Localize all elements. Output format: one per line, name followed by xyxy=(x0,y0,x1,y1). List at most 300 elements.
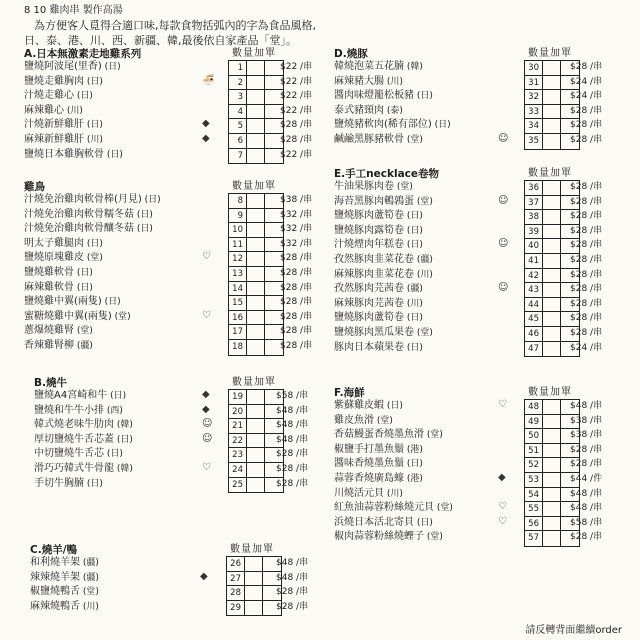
menu-item xyxy=(334,60,534,75)
item-name: 汁燒煙肉年糕卷 xyxy=(334,239,404,251)
quantity-header: 數量加單 xyxy=(232,181,276,192)
price-unit: /串 xyxy=(587,62,603,72)
price-unit: /串 xyxy=(587,401,603,411)
item-price: $48 xyxy=(570,503,588,514)
quantity-cell[interactable] xyxy=(247,448,265,462)
item-number: 55 xyxy=(525,502,543,516)
item-price: $28 xyxy=(570,196,588,207)
quantity-header: 數量加單 xyxy=(528,387,572,398)
quantity-header: 數量加單 xyxy=(230,544,274,555)
menu-item xyxy=(334,118,534,133)
item-name: 蜜糖燒雞中翼(兩隻) xyxy=(24,310,112,322)
item-style: (日) xyxy=(84,238,103,249)
item-style: (日) xyxy=(414,91,433,102)
quantity-cell[interactable] xyxy=(543,181,561,195)
order-row xyxy=(227,572,281,587)
price-unit: /串 xyxy=(297,209,313,220)
section-title: B.燒牛 xyxy=(34,377,67,389)
item-name: 麻辣新鮮雞肝 xyxy=(24,133,84,145)
item-number: 40 xyxy=(525,239,543,253)
quantity-cell[interactable] xyxy=(247,325,265,339)
order-grid xyxy=(228,193,284,356)
item-price: $24 xyxy=(570,76,588,87)
item-name: 鹽燒日本雞胸軟骨 xyxy=(24,148,104,160)
item-price: $22 xyxy=(280,76,298,87)
item-style: (堂) xyxy=(84,253,103,264)
item-name: 汁燒免治雞肉軟骨釀冬菇 xyxy=(24,223,134,235)
quantity-cell[interactable] xyxy=(543,254,561,268)
price-unit: /串 xyxy=(587,105,603,116)
item-style: (日) xyxy=(404,459,423,470)
item-number: 37 xyxy=(525,196,543,210)
order-row xyxy=(229,119,283,134)
item-number: 39 xyxy=(525,225,543,239)
item-price: $32 xyxy=(280,224,298,235)
item-name: 和利燒羊架 xyxy=(30,557,80,568)
item-price: $48 xyxy=(276,572,294,583)
quantity-cell[interactable] xyxy=(543,298,561,312)
quantity-cell[interactable] xyxy=(247,61,265,75)
quantity-header: 數量加單 xyxy=(528,48,572,59)
quantity-cell[interactable] xyxy=(543,502,561,516)
item-price: $28 xyxy=(570,120,588,131)
order-row xyxy=(229,478,283,493)
section-title: E.手工necklace卷物 xyxy=(334,168,439,180)
item-name: 川燒活元貝 xyxy=(334,487,384,499)
quantity-cell[interactable] xyxy=(543,415,561,429)
quantity-cell[interactable] xyxy=(247,267,265,281)
decoration-icon: ◆ xyxy=(202,403,210,415)
price-unit: /串 xyxy=(297,91,313,102)
item-price: $48 xyxy=(276,434,294,445)
item-number: 45 xyxy=(525,312,543,326)
quantity-cell[interactable] xyxy=(543,312,561,326)
price-column xyxy=(570,180,602,355)
decoration-icon: ☺ xyxy=(498,282,509,294)
item-number: 31 xyxy=(525,76,543,90)
order-row xyxy=(229,61,283,76)
item-price: $28 xyxy=(280,297,298,308)
price-unit: /串 xyxy=(297,253,313,264)
decoration-icon: 🍜 xyxy=(202,74,215,86)
decoration-icon: ◆ xyxy=(202,118,210,130)
price-unit: /串 xyxy=(293,587,309,598)
quantity-cell[interactable] xyxy=(543,283,561,297)
order-row xyxy=(229,463,283,478)
item-style: (港) xyxy=(404,473,423,484)
quantity-cell[interactable] xyxy=(543,517,561,531)
decoration-icon: ☺ xyxy=(202,418,213,430)
item-number: 14 xyxy=(229,282,247,296)
menu-item xyxy=(24,60,224,75)
price-unit: /串 xyxy=(297,267,313,278)
menu-item xyxy=(334,311,534,326)
quantity-cell[interactable] xyxy=(543,531,561,546)
item-price: $58 xyxy=(570,517,588,528)
item-style: (日) xyxy=(84,76,103,87)
item-name: 韓式燒老味牛肋肉 xyxy=(34,419,114,431)
item-price: $28 xyxy=(280,253,298,264)
item-price: $22 xyxy=(280,62,298,72)
item-number: 30 xyxy=(525,61,543,75)
item-number: 25 xyxy=(229,478,247,493)
item-number: 36 xyxy=(525,181,543,195)
quantity-cell[interactable] xyxy=(543,488,561,502)
item-style: (日) xyxy=(414,517,433,528)
menu-item xyxy=(34,389,234,404)
price-unit: /串 xyxy=(587,313,603,324)
item-number: 5 xyxy=(229,119,247,133)
menu-item xyxy=(334,297,534,312)
item-price: $28 xyxy=(280,120,298,131)
price-unit: /串 xyxy=(587,459,603,470)
price-unit: /串 xyxy=(587,517,603,528)
item-number: 21 xyxy=(229,419,247,433)
quantity-cell[interactable] xyxy=(543,196,561,210)
item-number: 18 xyxy=(229,340,247,355)
item-price: $24 xyxy=(570,342,588,353)
quantity-cell[interactable] xyxy=(245,601,263,616)
quantity-cell[interactable] xyxy=(247,223,265,237)
item-name: 蒜蓉香燒廣島蠔 xyxy=(334,472,404,484)
item-number: 26 xyxy=(227,557,245,571)
price-unit: /串 xyxy=(293,478,309,489)
item-price: $28 xyxy=(570,240,588,251)
price-unit: /串 xyxy=(297,297,313,308)
menu-item xyxy=(334,530,534,545)
item-style: (堂) xyxy=(414,327,433,338)
quantity-cell[interactable] xyxy=(543,210,561,224)
price-unit: /件 xyxy=(587,473,603,484)
item-style: (日) xyxy=(384,401,403,411)
item-name: 滑巧巧韓式牛骨龍 xyxy=(34,462,114,474)
order-row xyxy=(229,209,283,224)
item-number: 24 xyxy=(229,463,247,477)
quantity-cell[interactable] xyxy=(247,119,265,133)
item-name: 椒鹽手打墨魚鬚 xyxy=(334,443,404,455)
menu-item xyxy=(24,222,224,237)
menu-item xyxy=(334,428,534,443)
decoration-icon: ♡ xyxy=(498,399,507,410)
quantity-cell[interactable] xyxy=(247,296,265,310)
quantity-cell[interactable] xyxy=(543,269,561,283)
menu-item xyxy=(334,180,534,195)
item-price: $38 xyxy=(570,415,588,426)
section-title: 雞鳥 xyxy=(24,181,45,193)
price-unit: /串 xyxy=(587,91,603,102)
item-style: (疆) xyxy=(80,558,99,568)
price-unit: /串 xyxy=(587,225,603,236)
menu-item xyxy=(334,516,534,531)
price-unit: /串 xyxy=(587,254,603,265)
item-name: 汁燒新鮮雞肝 xyxy=(24,119,84,131)
item-style: (川) xyxy=(384,76,403,87)
item-price: $28 xyxy=(280,282,298,293)
menu-header xyxy=(24,4,616,48)
price-unit: /串 xyxy=(293,572,309,583)
item-price: $28 xyxy=(280,311,298,322)
decoration-icon: ◆ xyxy=(200,570,208,582)
price-unit: /串 xyxy=(587,327,603,338)
quantity-cell[interactable] xyxy=(543,134,561,149)
price-column xyxy=(280,193,312,354)
item-price: $28 xyxy=(570,182,588,192)
quantity-cell[interactable] xyxy=(543,458,561,472)
order-row xyxy=(227,557,281,572)
item-name: 辣辣燒羊架 xyxy=(30,571,80,583)
item-number: 43 xyxy=(525,283,543,297)
quantity-cell[interactable] xyxy=(543,429,561,443)
price-unit: /串 xyxy=(587,134,603,145)
item-price: $28 xyxy=(570,298,588,309)
quantity-cell[interactable] xyxy=(543,342,561,357)
item-name: 香菇鰻蛋香燒墨魚滑 xyxy=(334,429,424,441)
item-price: $28 xyxy=(570,444,588,455)
item-price: $22 xyxy=(280,91,298,102)
item-name: 鹽燒豚肉黑瓜果卷 xyxy=(334,326,414,338)
menu-item xyxy=(24,118,224,133)
quantity-cell[interactable] xyxy=(247,76,265,90)
item-number: 8 xyxy=(229,194,247,208)
quantity-cell[interactable] xyxy=(247,105,265,119)
quantity-cell[interactable] xyxy=(543,90,561,104)
menu-item xyxy=(334,253,534,268)
price-column xyxy=(570,399,602,545)
item-name: 厚切鹽燒牛舌芯蓋 xyxy=(34,433,114,445)
section-title: D.燒豚 xyxy=(334,48,368,60)
item-number: 23 xyxy=(229,448,247,462)
quantity-cell[interactable] xyxy=(247,149,265,164)
item-style: (日) xyxy=(141,195,161,205)
decoration-icon: ♡ xyxy=(202,309,211,321)
decoration-icon: ♡ xyxy=(202,251,211,263)
quantity-cell[interactable] xyxy=(543,119,561,133)
menu-item xyxy=(334,487,534,502)
item-name: 醬味香燒墨魚鬚 xyxy=(334,458,404,470)
quantity-cell[interactable] xyxy=(543,444,561,458)
item-style: (日) xyxy=(431,120,451,131)
price-unit: /串 xyxy=(587,298,603,309)
menu-item xyxy=(34,447,234,462)
item-price: $38 xyxy=(280,195,298,205)
price-unit: /串 xyxy=(587,415,603,426)
item-number: 54 xyxy=(525,488,543,502)
item-style: (堂) xyxy=(424,532,443,543)
item-style: (日) xyxy=(404,313,423,324)
item-price: $28 xyxy=(570,134,588,145)
quantity-header: 數量加單 xyxy=(528,168,572,179)
price-unit: /串 xyxy=(293,449,309,460)
item-name: 麻辣雞心 xyxy=(24,104,64,116)
menu-item xyxy=(24,133,224,148)
item-price: $24 xyxy=(570,91,588,102)
menu-item xyxy=(334,104,534,119)
order-row xyxy=(229,252,283,267)
quantity-cell[interactable] xyxy=(543,473,561,487)
quantity-cell[interactable] xyxy=(247,405,265,419)
order-row xyxy=(227,586,281,601)
price-unit: /串 xyxy=(293,601,309,612)
menu-item xyxy=(334,501,534,516)
menu-item xyxy=(30,556,230,571)
quantity-cell[interactable] xyxy=(245,586,263,600)
item-name: 豚肉日本蘋果卷 xyxy=(334,341,404,353)
item-price: $28 xyxy=(276,478,294,489)
item-number: 50 xyxy=(525,429,543,443)
quantity-cell[interactable] xyxy=(247,463,265,477)
order-row xyxy=(229,76,283,91)
menu-item xyxy=(334,457,534,472)
item-name: 汁燒免治雞肉軟骨糯冬菇 xyxy=(24,208,134,220)
item-name: 鹽燒阿波尾(里香) xyxy=(24,61,102,72)
item-number: 1 xyxy=(229,61,247,75)
menu-item xyxy=(334,89,534,104)
price-unit: /串 xyxy=(293,558,309,568)
section-title: F.海鮮 xyxy=(334,387,365,399)
price-unit: /串 xyxy=(297,149,313,160)
order-row xyxy=(229,149,283,164)
price-unit: /串 xyxy=(297,224,313,235)
menu-item xyxy=(334,282,534,297)
price-unit: /串 xyxy=(587,444,603,455)
item-name: 手切牛胸腩 xyxy=(34,477,84,489)
price-unit: /串 xyxy=(293,405,309,416)
price-column xyxy=(570,60,602,148)
menu-item xyxy=(24,266,224,281)
price-unit: /串 xyxy=(293,420,309,431)
quantity-cell[interactable] xyxy=(543,239,561,253)
price-unit: /串 xyxy=(297,326,313,337)
price-unit: /串 xyxy=(297,105,313,116)
menu-item xyxy=(334,399,534,414)
quantity-cell[interactable] xyxy=(247,419,265,433)
quantity-cell[interactable] xyxy=(245,557,263,571)
item-style: (堂) xyxy=(374,415,393,426)
price-unit: /串 xyxy=(297,120,313,131)
menu-item xyxy=(24,104,224,119)
decoration-icon: ☺ xyxy=(498,133,509,144)
item-price: $22 xyxy=(280,105,298,116)
item-number: 38 xyxy=(525,210,543,224)
quantity-cell[interactable] xyxy=(543,105,561,119)
quantity-cell[interactable] xyxy=(247,282,265,296)
quantity-cell[interactable] xyxy=(247,311,265,325)
quantity-cell[interactable] xyxy=(247,209,265,223)
price-unit: /串 xyxy=(297,62,313,72)
item-number: 10 xyxy=(229,223,247,237)
item-price: $58 xyxy=(276,391,294,401)
item-price: $22 xyxy=(280,149,298,160)
item-style: (韓) xyxy=(114,420,133,431)
quantity-cell[interactable] xyxy=(247,238,265,252)
item-price: $28 xyxy=(276,463,294,474)
item-price: $28 xyxy=(570,225,588,236)
quantity-cell[interactable] xyxy=(245,572,263,586)
item-style: (日) xyxy=(104,149,123,160)
quantity-cell[interactable] xyxy=(247,434,265,448)
item-number: 49 xyxy=(525,415,543,429)
item-style: (日) xyxy=(104,449,123,460)
item-number: 33 xyxy=(525,105,543,119)
quantity-cell[interactable] xyxy=(543,76,561,90)
item-price: $32 xyxy=(280,238,298,249)
item-name: 麻辣豬大腸 xyxy=(334,75,384,87)
item-style: (泰) xyxy=(384,105,403,116)
price-unit: /串 xyxy=(587,503,603,514)
item-price: $28 xyxy=(570,313,588,324)
item-price: $28 xyxy=(570,327,588,338)
item-style: (韓) xyxy=(404,62,423,72)
item-name: 浜燒日本活北寄貝 xyxy=(334,516,414,528)
item-number: 17 xyxy=(229,325,247,339)
price-unit: /串 xyxy=(587,430,603,441)
item-style: (川) xyxy=(384,488,403,499)
quantity-cell[interactable] xyxy=(247,134,265,148)
decoration-icon: ◆ xyxy=(498,472,506,483)
item-number: 6 xyxy=(229,134,247,148)
item-name: 鹽燒原塊雞皮 xyxy=(24,252,84,264)
item-style: (堂) xyxy=(434,503,453,514)
item-price: $28 xyxy=(570,459,588,470)
order-row xyxy=(229,223,283,238)
item-price: $28 xyxy=(280,267,298,278)
item-style: (日) xyxy=(114,434,133,445)
quantity-cell[interactable] xyxy=(543,61,561,75)
menu-item xyxy=(34,418,234,433)
quantity-header: 數量加單 xyxy=(232,377,276,388)
quantity-cell[interactable] xyxy=(247,252,265,266)
item-price: $28 xyxy=(570,254,588,265)
item-style: (堂) xyxy=(414,196,433,207)
quantity-cell[interactable] xyxy=(543,327,561,341)
item-number: 34 xyxy=(525,119,543,133)
quantity-cell[interactable] xyxy=(247,478,265,493)
item-style: (川) xyxy=(84,134,103,145)
item-price: $28 xyxy=(570,62,588,72)
header-cuisines: 日、泰、港、川、西、新疆、韓,最後依自家產品「堂」。 xyxy=(24,34,297,47)
quantity-cell[interactable] xyxy=(543,400,561,414)
menu-item xyxy=(30,600,230,615)
item-number: 48 xyxy=(525,400,543,414)
item-number: 9 xyxy=(229,209,247,223)
price-unit: /串 xyxy=(587,120,603,131)
item-name: 鹽燒雞軟骨 xyxy=(24,266,74,278)
quantity-cell[interactable] xyxy=(247,390,265,404)
menu-item xyxy=(24,193,224,208)
menu-item xyxy=(334,133,534,148)
item-style: (堂) xyxy=(404,134,423,145)
item-price: $48 xyxy=(570,488,588,499)
price-unit: /串 xyxy=(297,134,313,145)
quantity-cell[interactable] xyxy=(247,194,265,208)
item-number: 35 xyxy=(525,134,543,149)
item-name: 鹽燒豚肉露筍卷 xyxy=(334,224,404,236)
quantity-cell[interactable] xyxy=(543,225,561,239)
item-style: (疆) xyxy=(414,254,433,265)
item-number: 11 xyxy=(229,238,247,252)
item-name: 香辣雞腎柳 xyxy=(24,339,74,351)
quantity-cell[interactable] xyxy=(247,90,265,104)
menu-item xyxy=(24,310,224,325)
price-column xyxy=(276,556,308,614)
quantity-cell[interactable] xyxy=(247,340,265,355)
menu-item xyxy=(334,268,534,283)
item-style: (疆) xyxy=(80,572,99,583)
item-style: (港) xyxy=(404,444,423,455)
item-number: 47 xyxy=(525,342,543,357)
item-style: (川) xyxy=(80,601,99,612)
order-row xyxy=(229,434,283,449)
